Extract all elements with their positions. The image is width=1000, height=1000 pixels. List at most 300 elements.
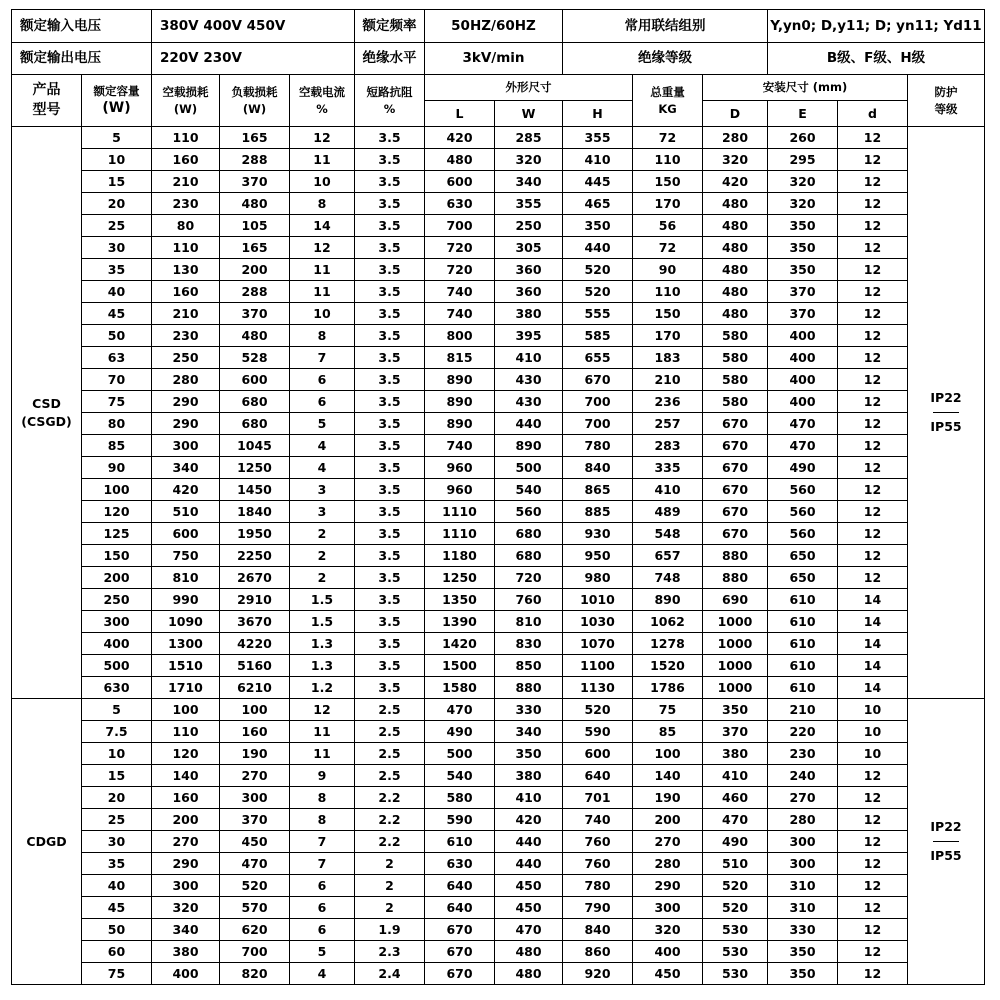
cell-mount-d: 12: [838, 193, 908, 215]
cell-weight: 270: [633, 831, 703, 853]
cell-mount-d: 12: [838, 215, 908, 237]
cell-no-load-loss: 110: [152, 721, 220, 743]
cell-weight: 100: [633, 743, 703, 765]
table-row: [12, 809, 985, 831]
cell-mount-D: 880: [703, 567, 768, 589]
cell-mount-D: 480: [703, 237, 768, 259]
cell-weight: 300: [633, 897, 703, 919]
cell-dim-L: 420: [425, 127, 495, 149]
cell-mount-E: 610: [768, 611, 838, 633]
cell-impedance: 2.2: [355, 787, 425, 809]
cell-no-load-current: 2: [290, 567, 355, 589]
cell-mount-D: 520: [703, 875, 768, 897]
cell-mount-E: 490: [768, 457, 838, 479]
cell-no-load-loss: 110: [152, 237, 220, 259]
cell-dim-W: 250: [495, 215, 563, 237]
cell-mount-E: 310: [768, 875, 838, 897]
cell-capacity: 10: [82, 743, 152, 765]
cell-dim-W: 450: [495, 875, 563, 897]
cell-dim-L: 670: [425, 963, 495, 985]
cell-dim-H: 350: [563, 215, 633, 237]
table-row: [12, 347, 985, 369]
cell-weight: 110: [633, 281, 703, 303]
cell-dim-L: 1420: [425, 633, 495, 655]
cell-capacity: 63: [82, 347, 152, 369]
cell-no-load-current: 12: [290, 237, 355, 259]
cell-mount-E: 400: [768, 347, 838, 369]
cell-no-load-current: 9: [290, 765, 355, 787]
header-row-output: [12, 43, 985, 75]
cell-no-load-current: 3: [290, 479, 355, 501]
cell-load-loss: 1045: [220, 435, 290, 457]
cell-impedance: 2.5: [355, 765, 425, 787]
col-model: 产品 型号: [12, 75, 82, 127]
cell-dim-H: 355: [563, 127, 633, 149]
cell-load-loss: 528: [220, 347, 290, 369]
cell-weight: 236: [633, 391, 703, 413]
cell-no-load-loss: 110: [152, 127, 220, 149]
table-row: [12, 589, 985, 611]
cell-mount-d: 10: [838, 743, 908, 765]
cell-mount-d: 12: [838, 567, 908, 589]
col-capacity: 额定容量 (W): [82, 75, 152, 127]
cell-mount-d: 10: [838, 721, 908, 743]
cell-impedance: 3.5: [355, 281, 425, 303]
cell-impedance: 3.5: [355, 655, 425, 677]
cell-dim-L: 960: [425, 479, 495, 501]
cell-mount-E: 370: [768, 281, 838, 303]
cell-mount-D: 320: [703, 149, 768, 171]
table-row: [12, 479, 985, 501]
cell-mount-d: 12: [838, 237, 908, 259]
cell-mount-D: 670: [703, 479, 768, 501]
cell-mount-d: 12: [838, 171, 908, 193]
cell-dim-W: 680: [495, 523, 563, 545]
cell-no-load-current: 3: [290, 501, 355, 523]
cell-load-loss: 2250: [220, 545, 290, 567]
table-row: [12, 259, 985, 281]
cell-capacity: 45: [82, 303, 152, 325]
cell-no-load-loss: 340: [152, 457, 220, 479]
cell-dim-W: 330: [495, 699, 563, 721]
cell-no-load-loss: 130: [152, 259, 220, 281]
cell-no-load-loss: 1300: [152, 633, 220, 655]
cell-no-load-current: 11: [290, 721, 355, 743]
cell-mount-D: 470: [703, 809, 768, 831]
cell-no-load-current: 12: [290, 699, 355, 721]
cell-mount-E: 610: [768, 677, 838, 699]
cell-mount-d: 12: [838, 853, 908, 875]
cell-dim-W: 480: [495, 941, 563, 963]
cell-no-load-current: 8: [290, 809, 355, 831]
table-row: [12, 897, 985, 919]
cell-capacity: 30: [82, 831, 152, 853]
cell-dim-L: 580: [425, 787, 495, 809]
cell-dim-W: 380: [495, 303, 563, 325]
cell-dim-H: 840: [563, 919, 633, 941]
cell-dim-H: 865: [563, 479, 633, 501]
header-row-input: [12, 10, 985, 43]
cell-dim-L: 740: [425, 281, 495, 303]
table-row: [12, 391, 985, 413]
cell-impedance: 3.5: [355, 369, 425, 391]
cell-impedance: 3.5: [355, 303, 425, 325]
cell-load-loss: 190: [220, 743, 290, 765]
cell-capacity: 15: [82, 765, 152, 787]
cell-dim-L: 890: [425, 413, 495, 435]
cell-mount-D: 480: [703, 193, 768, 215]
cell-capacity: 250: [82, 589, 152, 611]
cell-capacity: 75: [82, 391, 152, 413]
cell-dim-H: 780: [563, 435, 633, 457]
cell-dim-W: 410: [495, 787, 563, 809]
cell-load-loss: 700: [220, 941, 290, 963]
cell-no-load-loss: 230: [152, 325, 220, 347]
table-row: [12, 765, 985, 787]
cell-no-load-loss: 400: [152, 963, 220, 985]
cell-weight: 200: [633, 809, 703, 831]
protection-rating-high: IP55: [930, 848, 962, 863]
cell-mount-D: 510: [703, 853, 768, 875]
cell-capacity: 35: [82, 259, 152, 281]
cell-impedance: 2: [355, 897, 425, 919]
cell-mount-E: 370: [768, 303, 838, 325]
col-mount-E: E: [768, 101, 838, 127]
cell-mount-D: 520: [703, 897, 768, 919]
cell-dim-L: 1180: [425, 545, 495, 567]
cell-weight: 56: [633, 215, 703, 237]
output-voltage-label: 额定输出电压: [12, 43, 152, 75]
cell-no-load-loss: 160: [152, 281, 220, 303]
table-row: [12, 281, 985, 303]
cell-mount-D: 670: [703, 523, 768, 545]
cell-weight: 450: [633, 963, 703, 985]
table-row: [12, 457, 985, 479]
table-row: [12, 699, 985, 721]
cell-mount-E: 610: [768, 655, 838, 677]
cell-capacity: 100: [82, 479, 152, 501]
cell-capacity: 400: [82, 633, 152, 655]
cell-capacity: 200: [82, 567, 152, 589]
cell-capacity: 60: [82, 941, 152, 963]
cell-dim-W: 360: [495, 281, 563, 303]
cell-load-loss: 6210: [220, 677, 290, 699]
cell-mount-d: 14: [838, 677, 908, 699]
cell-mount-E: 320: [768, 193, 838, 215]
cell-mount-d: 12: [838, 281, 908, 303]
cell-load-loss: 2670: [220, 567, 290, 589]
cell-mount-D: 880: [703, 545, 768, 567]
cell-load-loss: 820: [220, 963, 290, 985]
cell-mount-d: 12: [838, 523, 908, 545]
cell-capacity: 40: [82, 875, 152, 897]
cell-mount-d: 12: [838, 413, 908, 435]
cell-dim-L: 590: [425, 809, 495, 831]
protection-cell: [908, 699, 985, 985]
cell-dim-W: 360: [495, 259, 563, 281]
cell-dim-H: 585: [563, 325, 633, 347]
cell-load-loss: 165: [220, 127, 290, 149]
col-mount-D: D: [703, 101, 768, 127]
cell-capacity: 15: [82, 171, 152, 193]
cell-mount-D: 480: [703, 281, 768, 303]
cell-capacity: 70: [82, 369, 152, 391]
cell-dim-H: 740: [563, 809, 633, 831]
cell-mount-E: 610: [768, 633, 838, 655]
col-dim-L: L: [425, 101, 495, 127]
cell-load-loss: 300: [220, 787, 290, 809]
cell-mount-E: 650: [768, 567, 838, 589]
protection-rating-high: IP55: [930, 419, 962, 434]
cell-no-load-loss: 600: [152, 523, 220, 545]
cell-impedance: 3.5: [355, 545, 425, 567]
cell-load-loss: 288: [220, 149, 290, 171]
cell-load-loss: 480: [220, 325, 290, 347]
table-row: [12, 655, 985, 677]
cell-no-load-loss: 1510: [152, 655, 220, 677]
cell-dim-L: 490: [425, 721, 495, 743]
cell-impedance: 3.5: [355, 259, 425, 281]
cell-weight: 283: [633, 435, 703, 457]
cell-weight: 150: [633, 303, 703, 325]
cell-weight: 657: [633, 545, 703, 567]
cell-dim-W: 420: [495, 809, 563, 831]
model-name: CSD: [32, 396, 61, 411]
cell-mount-D: 530: [703, 963, 768, 985]
cell-impedance: 2.5: [355, 721, 425, 743]
cell-mount-E: 350: [768, 237, 838, 259]
cell-load-loss: 620: [220, 919, 290, 941]
insulation-level-label: 绝缘水平: [355, 43, 425, 75]
cell-impedance: 3.5: [355, 215, 425, 237]
cell-mount-d: 12: [838, 259, 908, 281]
cell-dim-H: 410: [563, 149, 633, 171]
cell-no-load-loss: 300: [152, 435, 220, 457]
cell-no-load-loss: 80: [152, 215, 220, 237]
cell-dim-L: 540: [425, 765, 495, 787]
cell-load-loss: 5160: [220, 655, 290, 677]
cell-dim-L: 1350: [425, 589, 495, 611]
cell-no-load-loss: 210: [152, 171, 220, 193]
cell-weight: 72: [633, 237, 703, 259]
table-row: [12, 523, 985, 545]
cell-capacity: 300: [82, 611, 152, 633]
cell-dim-L: 1580: [425, 677, 495, 699]
cell-dim-L: 670: [425, 941, 495, 963]
cell-dim-H: 700: [563, 413, 633, 435]
cell-impedance: 2.4: [355, 963, 425, 985]
cell-mount-E: 350: [768, 941, 838, 963]
cell-capacity: 45: [82, 897, 152, 919]
table-row: [12, 171, 985, 193]
cell-load-loss: 4220: [220, 633, 290, 655]
cell-dim-H: 440: [563, 237, 633, 259]
cell-impedance: 3.5: [355, 149, 425, 171]
cell-capacity: 20: [82, 193, 152, 215]
cell-no-load-current: 6: [290, 875, 355, 897]
cell-capacity: 150: [82, 545, 152, 567]
cell-no-load-current: 10: [290, 303, 355, 325]
cell-mount-E: 320: [768, 171, 838, 193]
cell-dim-W: 560: [495, 501, 563, 523]
col-protection: 防护 等级: [908, 75, 985, 127]
spec-table: [11, 9, 985, 985]
cell-mount-d: 12: [838, 149, 908, 171]
col-dimensions: 外形尺寸: [425, 75, 633, 101]
cell-mount-E: 330: [768, 919, 838, 941]
cell-load-loss: 200: [220, 259, 290, 281]
cell-dim-W: 480: [495, 963, 563, 985]
cell-dim-H: 640: [563, 765, 633, 787]
cell-mount-E: 300: [768, 831, 838, 853]
column-header-row-1: [12, 75, 985, 101]
input-voltage-label: 额定输入电压: [12, 10, 152, 43]
cell-no-load-current: 5: [290, 413, 355, 435]
cell-no-load-current: 1.5: [290, 611, 355, 633]
cell-weight: 75: [633, 699, 703, 721]
cell-mount-D: 670: [703, 435, 768, 457]
cell-capacity: 10: [82, 149, 152, 171]
cell-load-loss: 105: [220, 215, 290, 237]
cell-mount-d: 12: [838, 765, 908, 787]
insulation-class-value: B级、F级、H级: [768, 43, 985, 75]
cell-impedance: 3.5: [355, 633, 425, 655]
cell-no-load-loss: 200: [152, 809, 220, 831]
cell-no-load-current: 11: [290, 149, 355, 171]
cell-dim-L: 640: [425, 875, 495, 897]
cell-mount-E: 470: [768, 435, 838, 457]
table-row: [12, 325, 985, 347]
cell-impedance: 1.9: [355, 919, 425, 941]
cell-mount-D: 670: [703, 413, 768, 435]
protection-cell: [908, 127, 985, 699]
cell-mount-d: 12: [838, 831, 908, 853]
cell-dim-L: 480: [425, 149, 495, 171]
cell-weight: 150: [633, 171, 703, 193]
cell-mount-E: 350: [768, 963, 838, 985]
cell-mount-E: 400: [768, 325, 838, 347]
cell-impedance: 3.5: [355, 347, 425, 369]
cell-impedance: 3.5: [355, 325, 425, 347]
cell-no-load-current: 11: [290, 259, 355, 281]
table-row: [12, 677, 985, 699]
cell-dim-L: 740: [425, 303, 495, 325]
cell-mount-D: 1000: [703, 677, 768, 699]
cell-dim-L: 640: [425, 897, 495, 919]
table-row: [12, 787, 985, 809]
cell-capacity: 75: [82, 963, 152, 985]
cell-load-loss: 370: [220, 809, 290, 831]
cell-no-load-loss: 250: [152, 347, 220, 369]
cell-no-load-current: 7: [290, 831, 355, 853]
cell-weight: 748: [633, 567, 703, 589]
cell-impedance: 3.5: [355, 501, 425, 523]
cell-dim-L: 720: [425, 237, 495, 259]
cell-dim-H: 590: [563, 721, 633, 743]
cell-dim-H: 600: [563, 743, 633, 765]
cell-dim-W: 410: [495, 347, 563, 369]
cell-mount-E: 400: [768, 391, 838, 413]
cell-mount-D: 460: [703, 787, 768, 809]
table-row: [12, 149, 985, 171]
col-no-load-current: 空载电流 %: [290, 75, 355, 127]
cell-mount-D: 1000: [703, 633, 768, 655]
cell-load-loss: 600: [220, 369, 290, 391]
cell-no-load-loss: 300: [152, 875, 220, 897]
cell-no-load-loss: 750: [152, 545, 220, 567]
table-row: [12, 853, 985, 875]
cell-mount-E: 210: [768, 699, 838, 721]
cell-mount-E: 650: [768, 545, 838, 567]
cell-dim-H: 520: [563, 699, 633, 721]
cell-mount-d: 14: [838, 655, 908, 677]
cell-dim-W: 355: [495, 193, 563, 215]
cell-weight: 1786: [633, 677, 703, 699]
model-name: CDGD: [26, 833, 67, 849]
cell-mount-d: 12: [838, 501, 908, 523]
cell-dim-L: 500: [425, 743, 495, 765]
cell-no-load-loss: 1710: [152, 677, 220, 699]
cell-mount-E: 560: [768, 501, 838, 523]
cell-impedance: 2.2: [355, 809, 425, 831]
cell-dim-W: 285: [495, 127, 563, 149]
cell-capacity: 500: [82, 655, 152, 677]
col-mounting: 安装尺寸 (mm): [703, 75, 908, 101]
cell-dim-W: 395: [495, 325, 563, 347]
cell-no-load-current: 6: [290, 897, 355, 919]
table-row: [12, 215, 985, 237]
cell-mount-D: 580: [703, 391, 768, 413]
cell-no-load-current: 14: [290, 215, 355, 237]
cell-impedance: 3.5: [355, 523, 425, 545]
cell-no-load-loss: 290: [152, 413, 220, 435]
cell-weight: 489: [633, 501, 703, 523]
cell-dim-H: 780: [563, 875, 633, 897]
cell-capacity: 30: [82, 237, 152, 259]
cell-mount-E: 240: [768, 765, 838, 787]
cell-no-load-loss: 140: [152, 765, 220, 787]
cell-mount-d: 12: [838, 391, 908, 413]
cell-impedance: 3.5: [355, 677, 425, 699]
cell-mount-E: 560: [768, 523, 838, 545]
cell-dim-H: 920: [563, 963, 633, 985]
cell-mount-d: 12: [838, 897, 908, 919]
cell-mount-D: 370: [703, 721, 768, 743]
cell-weight: 335: [633, 457, 703, 479]
cell-load-loss: 520: [220, 875, 290, 897]
insulation-class-label: 绝缘等级: [563, 43, 768, 75]
cell-dim-L: 720: [425, 259, 495, 281]
cell-mount-d: 14: [838, 633, 908, 655]
cell-mount-D: 670: [703, 501, 768, 523]
cell-no-load-current: 1.3: [290, 633, 355, 655]
cell-impedance: 3.5: [355, 413, 425, 435]
cell-no-load-current: 12: [290, 127, 355, 149]
cell-load-loss: 270: [220, 765, 290, 787]
cell-no-load-current: 1.2: [290, 677, 355, 699]
cell-dim-W: 760: [495, 589, 563, 611]
col-dim-W: W: [495, 101, 563, 127]
cell-dim-H: 1100: [563, 655, 633, 677]
protection-rating-low: IP22: [930, 390, 962, 406]
cell-mount-D: 490: [703, 831, 768, 853]
col-load-loss: 负载损耗 (W): [220, 75, 290, 127]
cell-mount-D: 480: [703, 215, 768, 237]
cell-no-load-current: 1.5: [290, 589, 355, 611]
cell-no-load-loss: 270: [152, 831, 220, 853]
cell-dim-L: 1110: [425, 501, 495, 523]
cell-no-load-loss: 100: [152, 699, 220, 721]
